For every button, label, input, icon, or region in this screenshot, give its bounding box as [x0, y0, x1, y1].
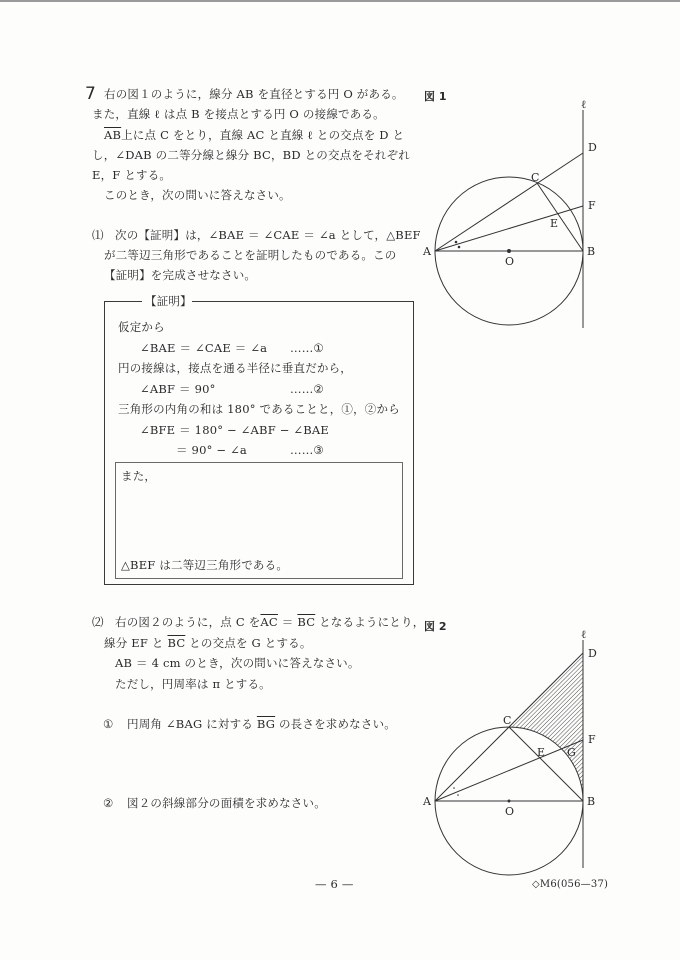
fig1-label-d: D — [588, 141, 597, 154]
fig2-label-l: ℓ — [581, 628, 587, 641]
fig1-line-af — [435, 206, 583, 251]
figure-1 — [435, 110, 583, 328]
intro-line-4: し，∠DAB の二等分線と線分 BC，BD との交点をそれぞれ — [92, 148, 410, 162]
proof-line-2: ∠BAE ＝ ∠CAE ＝ ∠a — [140, 341, 268, 355]
proof-line-3: 円の接線は，接点を通る半径に垂直だから， — [118, 361, 352, 375]
part1-line-1: 次の【証明】は，∠BAE ＝ ∠CAE ＝ ∠a として，△BEF — [115, 228, 421, 242]
intro-line-3: $\overline{AB}$上に点 C をとり，直線 AC と直線 ℓ との交点を D と — [104, 128, 405, 142]
fig1-angle-mark-1 — [455, 241, 457, 243]
fig1-line-ad — [435, 153, 583, 251]
part2-number: ⑵ — [92, 615, 104, 629]
proof-mark-3: ……③ — [290, 443, 324, 457]
fig2-angle-mark-2 — [457, 794, 459, 796]
fig2-label-c: C — [503, 714, 512, 727]
fig1-label-e: E — [550, 217, 559, 230]
fig2-label-a: A — [423, 795, 431, 808]
fig2-label-g: G — [567, 746, 576, 759]
fig1-label-b: B — [587, 245, 596, 258]
arc-ab: $\overline{AB}$ — [104, 128, 122, 142]
part2-line-4: ただし，円周率は π とする。 — [115, 677, 271, 691]
fig1-label-c: C — [531, 171, 540, 184]
figure-2 — [435, 640, 583, 875]
intro-line-5: E，F とする。 — [92, 168, 172, 182]
proof-line-1: 仮定から — [118, 320, 165, 334]
proof-line-5: 三角形の内角の和は 180° であることと，①，②から — [118, 402, 400, 416]
fig2-line-af — [435, 740, 583, 801]
answer-box-end: △BEF は二等辺三角形である。 — [121, 558, 289, 572]
sub1-text: 円周角 ∠BAG に対する $\overline{BG}$ の長さを求めなさい。 — [127, 717, 396, 731]
question-number: 7 — [85, 84, 96, 104]
proof-mark-1: ……① — [290, 341, 324, 355]
exam-code: ◇M6(056—37) — [532, 879, 609, 890]
fig2-label-o: O — [505, 805, 515, 818]
sub2-text: 図２の斜線部分の面積を求めなさい。 — [127, 796, 326, 810]
part2-line-2: 線分 EF と $\overline{BC}$ との交点を G とする。 — [104, 636, 312, 650]
part2-line-3: AB ＝ 4 cm のとき，次の問いに答えなさい。 — [115, 656, 360, 670]
fig1-angle-mark-2 — [458, 246, 460, 248]
fig2-label-d: D — [588, 647, 597, 660]
arc-ac: $\overline{AC}$ — [260, 615, 278, 629]
part1-line-2: が二等辺三角形であることを証明したものである。この — [104, 248, 397, 262]
fig2-label-f: F — [588, 733, 596, 746]
fig2-center-dot — [508, 800, 511, 803]
fig1-label-a: A — [423, 245, 431, 258]
fig1-label-o: O — [505, 255, 515, 268]
part1-number: ⑴ — [92, 228, 104, 242]
fig2-label-b: B — [587, 795, 596, 808]
answer-box-start: また， — [121, 469, 157, 483]
arc-bc: $\overline{BC}$ — [297, 615, 316, 629]
intro-line-6: このとき，次の問いに答えなさい。 — [104, 188, 291, 202]
fig2-label-e: E — [537, 746, 546, 759]
intro-line-1: 右の図１のように，線分 AB を直径とする円 O がある。 — [104, 87, 404, 101]
fig1-segment-bc — [537, 183, 583, 251]
proof-line-4: ∠ABF ＝ 90° — [140, 382, 216, 396]
figure2-title: 図 2 — [424, 620, 447, 633]
arc-bg: $\overline{BG}$ — [256, 717, 276, 731]
part2-line-1: 右の図２のように，点 C を$\overline{AC} = \overline{BC}$ となるようにとり， — [115, 615, 425, 629]
fig1-label-l: ℓ — [581, 98, 587, 111]
fig2-hatched-region — [509, 653, 583, 801]
proof-line-7: ＝ 90° − ∠a — [176, 443, 247, 457]
fig1-center-dot — [508, 250, 511, 253]
intro-line-2: また，直線 ℓ は点 B を接点とする円 O の接線である。 — [92, 107, 385, 121]
figure1-title: 図 1 — [424, 90, 447, 103]
arc-bc-2: $\overline{BC}$ — [167, 636, 186, 650]
proof-mark-2: ……② — [290, 382, 324, 396]
fig1-label-f: F — [588, 199, 596, 212]
proof-title: 【証明】 — [145, 294, 192, 308]
sub2-number: ② — [103, 796, 114, 810]
fig2-angle-mark-1 — [453, 787, 455, 789]
proof-line-6: ∠BFE ＝ 180° − ∠ABF − ∠BAE — [140, 423, 330, 437]
sub1-number: ① — [103, 717, 114, 731]
part1-line-3: 【証明】を完成させなさい。 — [104, 268, 257, 282]
page-number: — 6 — — [315, 877, 354, 891]
